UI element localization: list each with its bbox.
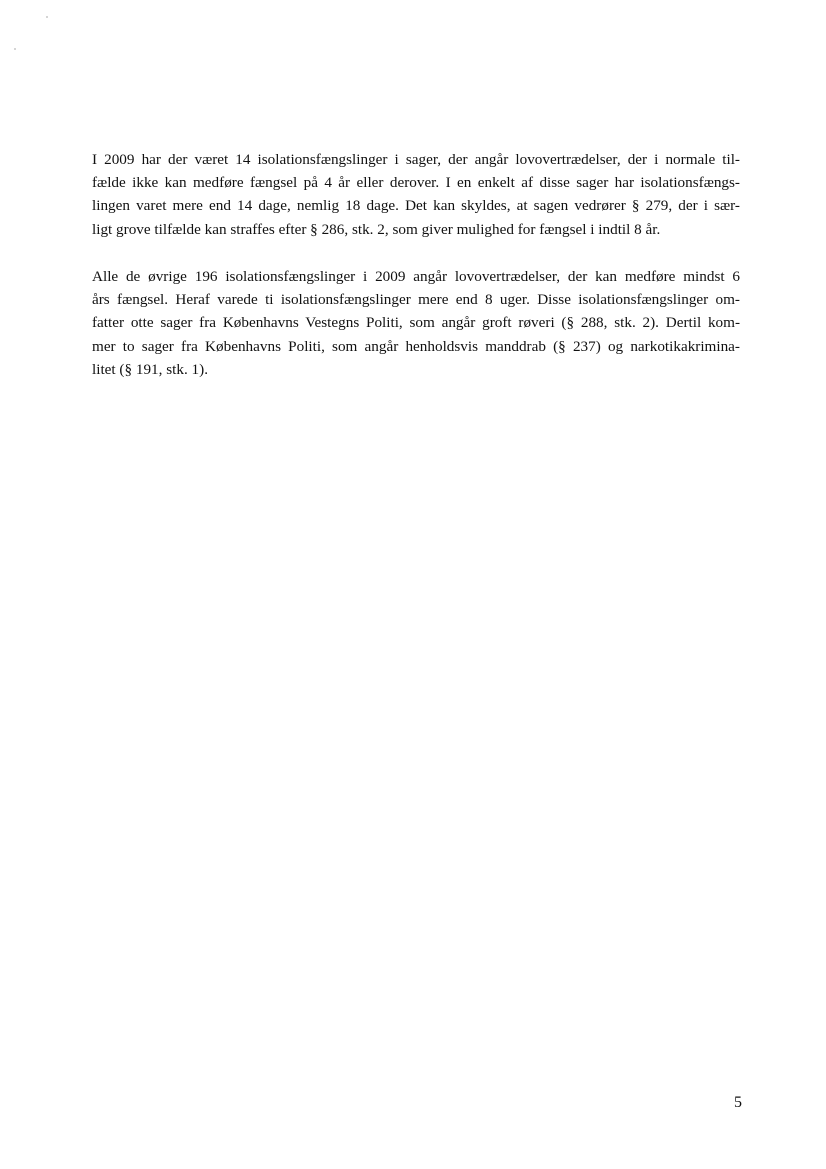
scan-speck	[46, 16, 48, 18]
paragraph-line: fælde ikke kan medføre fængsel på 4 år eller derover. I en enkelt af disse sager har isolationsfængs-	[92, 174, 740, 192]
paragraph-line: fatter otte sager fra Københavns Vestegns Politi, som angår groft røveri (§ 288, stk. 2). Dertil kom-	[92, 314, 740, 332]
paragraph-line: lingen varet mere end 14 dage, nemlig 18 dage. Det kan skyldes, at sagen vedrører § 279, der i sær-	[92, 197, 740, 215]
paragraph-line: Alle de øvrige 196 isolationsfængslinger i 2009 angår lovovertrædelser, der kan medføre mindst 6	[92, 268, 740, 285]
page-number: 5	[734, 1094, 742, 1111]
paragraph-line: litet (§ 191, stk. 1).	[92, 360, 209, 378]
paragraph-1	[92, 148, 740, 241]
paragraph-line: års fængsel. Heraf varede ti isolationsfængslinger mere end 8 uger. Disse isolationsfængslinger om-	[92, 291, 740, 309]
paragraph-line: ligt grove tilfælde kan straffes efter § 286, stk. 2, som giver mulighed for fængsel i indtil 8 år.	[92, 220, 661, 238]
paragraph-2	[92, 265, 740, 381]
paragraph-line: mer to sager fra Københavns Politi, som angår henholdsvis manddrab (§ 237) og narkotikakrimina-	[92, 337, 740, 355]
scan-speck	[14, 48, 16, 50]
paragraph-line: I 2009 har der været 14 isolationsfængslinger i sager, der angår lovovertrædelser, der i normale til-	[92, 151, 740, 168]
